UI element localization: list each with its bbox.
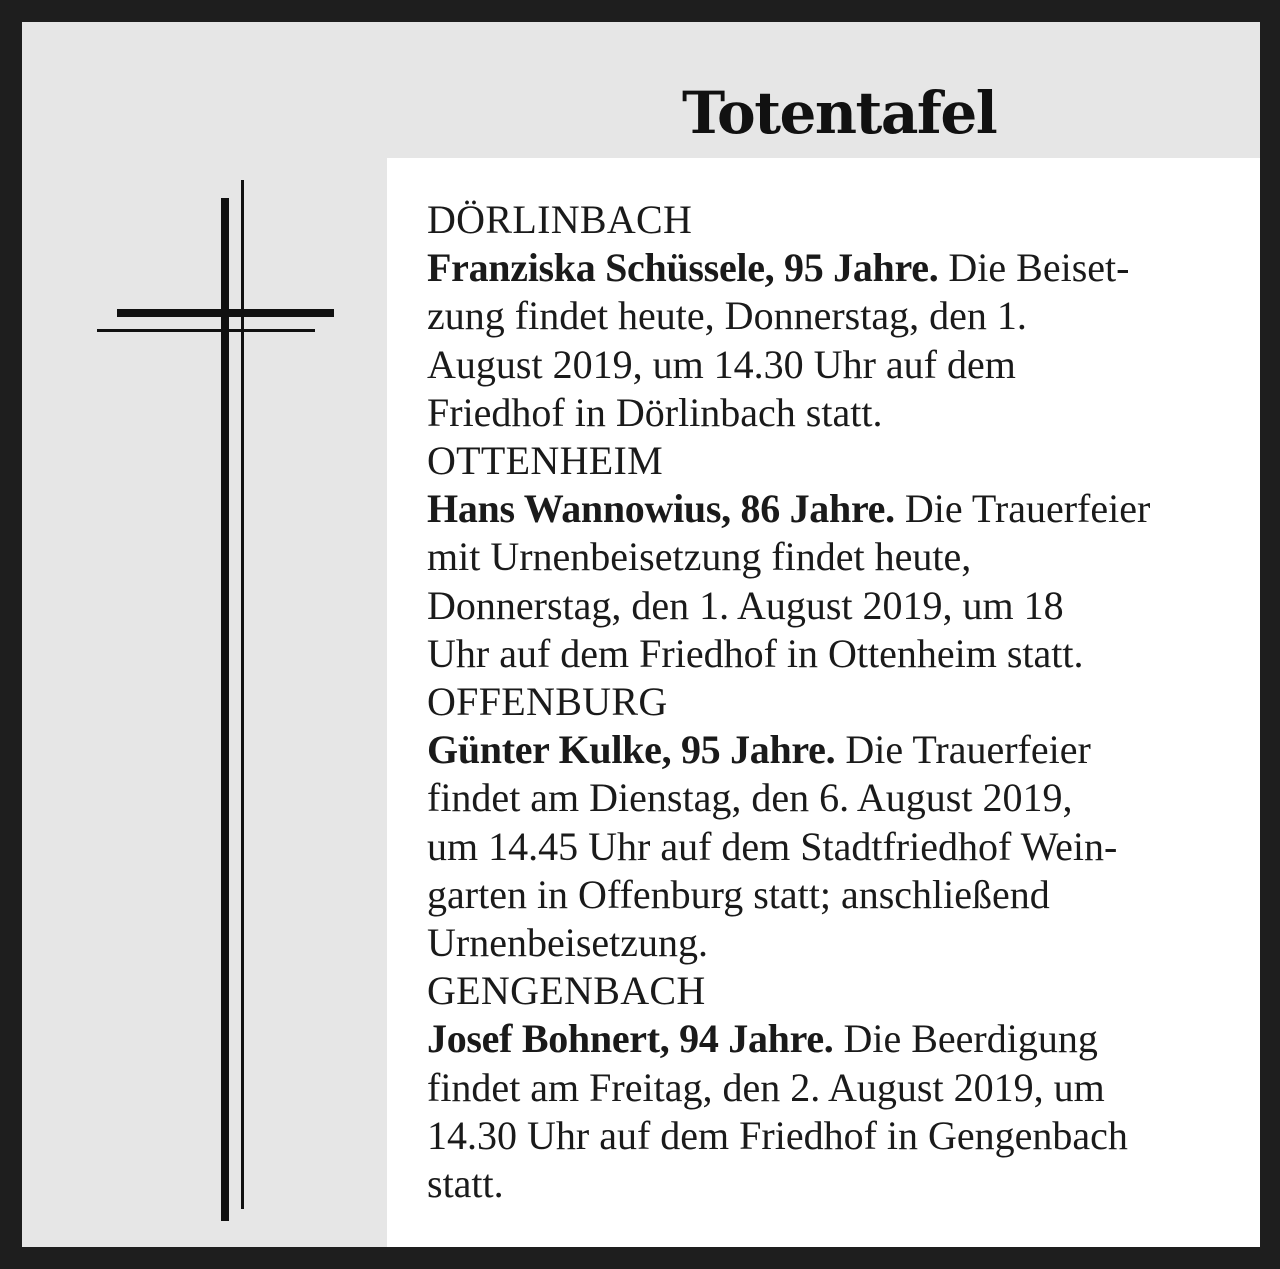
entry-text-line: Die Trauerfeier [894, 486, 1151, 532]
entry-text-line: August 2019, um 14.30 Uhr auf dem [427, 341, 1016, 387]
entry-text-line: Urnenbeisetzung. [427, 920, 709, 966]
obituary-content [387, 158, 1260, 1247]
cross-horizontal-bar-thin [97, 329, 315, 332]
obituary-entry [427, 437, 1227, 678]
entry-text-line: Die Beerdigung [833, 1016, 1098, 1062]
entry-text-line: statt. [427, 1161, 504, 1207]
entry-text-line: Uhr auf dem Friedhof in Ottenheim statt. [427, 630, 1084, 676]
entry-place: DÖRLINBACH [427, 197, 693, 242]
obituary-entry [427, 678, 1227, 967]
entry-text-line: Die Beiset- [938, 245, 1130, 291]
entry-text-line: findet am Freitag, den 2. August 2019, um [427, 1064, 1105, 1110]
cross-panel [44, 160, 409, 1269]
entry-text-line: Donnerstag, den 1. August 2019, um 18 [427, 582, 1064, 628]
entry-text-line: Die Trauerfeier [835, 727, 1091, 773]
cross-vertical-bar-thin [241, 180, 244, 1209]
entry-text-line: mit Urnenbeisetzung findet heute, [427, 534, 972, 580]
entry-text-line: 14.30 Uhr auf dem Friedhof in Gengenbach [427, 1112, 1128, 1158]
entry-name: Günter Kulke, 95 Jahre. [427, 727, 836, 773]
entry-name: Hans Wannowius, 86 Jahre. [427, 486, 895, 532]
page-title: Totentafel [682, 79, 997, 147]
entry-text-line: findet am Dienstag, den 6. August 2019, [427, 775, 1073, 821]
obituary-entry [427, 196, 1227, 437]
entry-name: Josef Bohnert, 94 Jahre. [427, 1016, 834, 1062]
cross-horizontal-bar-thick [117, 309, 334, 317]
entry-place: OFFENBURG [427, 679, 668, 725]
obituary-entry [427, 967, 1227, 1208]
entry-name: Franziska Schüssele, 95 Jahre. [427, 245, 939, 291]
cross-vertical-bar-thick [221, 198, 229, 1221]
entry-text-line: garten in Offenburg statt; anschließend [427, 871, 1050, 917]
entry-place: OTTENHEIM [427, 438, 663, 484]
entry-text-line: zung findet heute, Donnerstag, den 1. [427, 293, 1027, 339]
entry-place: GENGENBACH [427, 968, 706, 1014]
entry-text-line: um 14.45 Uhr auf dem Stadtfriedhof Wein- [427, 823, 1118, 869]
entry-text-line: Friedhof in Dörlinbach statt. [427, 389, 883, 435]
obituary-list [427, 196, 1227, 1208]
